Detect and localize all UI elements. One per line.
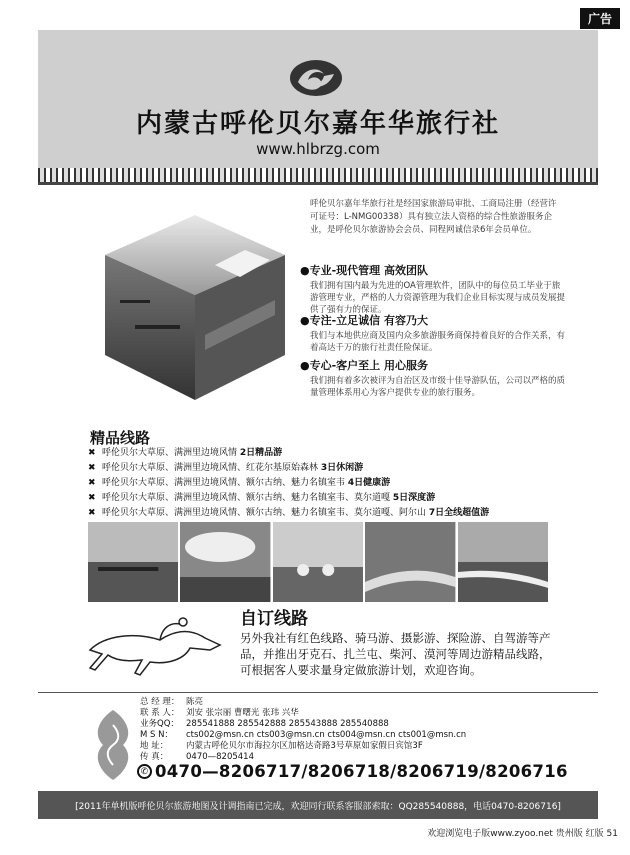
photo-horses — [88, 522, 178, 602]
decorative-border — [38, 168, 598, 182]
contact-manager: 总 经 理： 陈亮 — [140, 697, 204, 707]
feature-dedication — [300, 357, 565, 399]
feature-title: 专业-现代管理 高效团队 — [309, 264, 429, 277]
feature-desc: 我们拥有国内最为先进的OA管理软件，团队中的每位员工毕业于旅游管理专业，严格的人力资源管理为我们企业目标实现与成员发展提供了强有力的保证。 — [310, 281, 566, 315]
contact-msn[interactable]: M S N： cts002@msn.cn cts003@msn.cn cts004@msn.cn cts001@msn.cn — [140, 730, 467, 740]
feature-title: 专心-客户至上 用心服务 — [309, 359, 429, 372]
routes-title: 精品线路 — [90, 429, 151, 447]
contact-qq[interactable]: 业务QQ： 285541888 285542888 285543888 285540888 — [140, 719, 389, 729]
custom-routes-desc: 另外我社有红色线路、骑马游、摄影游、探险游、自驾游等产品，并推出牙克石、扎兰屯、柴河、漠河等周边游精品线路，可根据客人要求量身定做旅游计划，欢迎咨询。 — [240, 631, 551, 677]
page-footer: 欢迎浏览电子版www.zyoo.net 贵州版 红版 51 — [427, 829, 618, 839]
ad-tag: 广告 — [580, 8, 620, 29]
agency-intro: 呼伦贝尔嘉年华旅行社是经国家旅游局审批、工商局注册（经营许可证号：L-NMG00338）具有独立法人资格的综合性旅游服务企业，是呼伦贝尔旅游协会会员、同程网诚信录6年会员单位。 — [310, 199, 557, 235]
photo-yurts — [273, 522, 363, 602]
route-item[interactable]: ✖ 呼伦贝尔大草原、满洲里边境风情、额尔古纳、魅力名镇室韦、莫尔道嘎 5日深度游 — [88, 493, 436, 503]
route-bullet-icon: ✖ — [88, 493, 96, 503]
feature-title: 专注-立足诚信 有容乃大 — [309, 314, 429, 327]
contact-address: 地 址： 内蒙古呼伦贝尔市海拉尔区加格达奇路3号草原如家假日宾馆3F — [140, 741, 423, 751]
phone-icon: ✆ — [137, 764, 152, 779]
decorative-border-line — [38, 182, 598, 185]
route-item[interactable]: ✖ 呼伦贝尔大草原、满洲里边境风情、红花尔基原始森林 3日休闲游 — [88, 463, 364, 473]
route-bullet-icon: ✖ — [88, 463, 96, 473]
feature-desc: 我们拥有着多次被评为自治区及市级十佳导游队伍，公司以严格的质量管理体系用心为客户提供专业的旅行服务。 — [310, 376, 566, 398]
route-item[interactable]: ✖ 呼伦贝尔大草原、满洲里边境风情 2日精品游 — [88, 448, 283, 458]
agency-logo — [288, 58, 344, 98]
contact-persons: 联 系 人： 刘安 张宗丽 曹曙光 张玮 兴华 — [140, 708, 299, 718]
feature-professional — [300, 262, 565, 316]
photo-wetland — [458, 522, 548, 602]
photo-clouds — [180, 522, 270, 602]
custom-routes-title: 自订线路 — [240, 609, 308, 629]
feature-focus — [300, 312, 565, 354]
landscape-cube-image — [95, 205, 295, 405]
divider — [38, 692, 598, 693]
bullet-icon: ● — [300, 264, 310, 277]
photo-strip — [88, 522, 548, 602]
route-bullet-icon: ✖ — [88, 478, 96, 488]
photo-river — [365, 522, 455, 602]
footer-notice-bar: [2011年单机版呼伦贝尔旅游地图及计调指南已完成，欢迎同行联系客服部索取：QQ285540888，电话0470-8206716] — [38, 791, 598, 819]
route-bullet-icon: ✖ — [88, 508, 96, 518]
agency-website[interactable]: www.hlbrzg.com — [256, 140, 380, 158]
route-item[interactable]: ✖ 呼伦贝尔大草原、满洲里边境风情、额尔古纳、魅力名镇室韦 4日健康游 — [88, 478, 391, 488]
mongolian-ornament-icon — [88, 705, 138, 785]
route-item[interactable]: ✖ 呼伦贝尔大草原、满洲里边境风情、额尔古纳、魅力名镇室韦、莫尔道嘎、阿尔山 7日全线超值游 — [88, 508, 490, 518]
feature-desc: 我们与本地供应商及国内众多旅游服务商保持着良好的合作关系，有着高达千万的旅行社责任险保证。 — [310, 331, 566, 353]
phone-number[interactable]: ✆ 0470—8206717/8206718/8206719/8206716 — [137, 762, 568, 781]
agency-name: 内蒙古呼伦贝尔嘉年华旅行社 — [135, 109, 500, 139]
bullet-icon: ● — [300, 359, 310, 372]
route-bullet-icon: ✖ — [88, 448, 96, 458]
horse-rider-illustration — [80, 610, 240, 680]
contact-fax: 传 真： 0470—8205414 — [140, 752, 254, 762]
bullet-icon: ● — [300, 314, 310, 327]
